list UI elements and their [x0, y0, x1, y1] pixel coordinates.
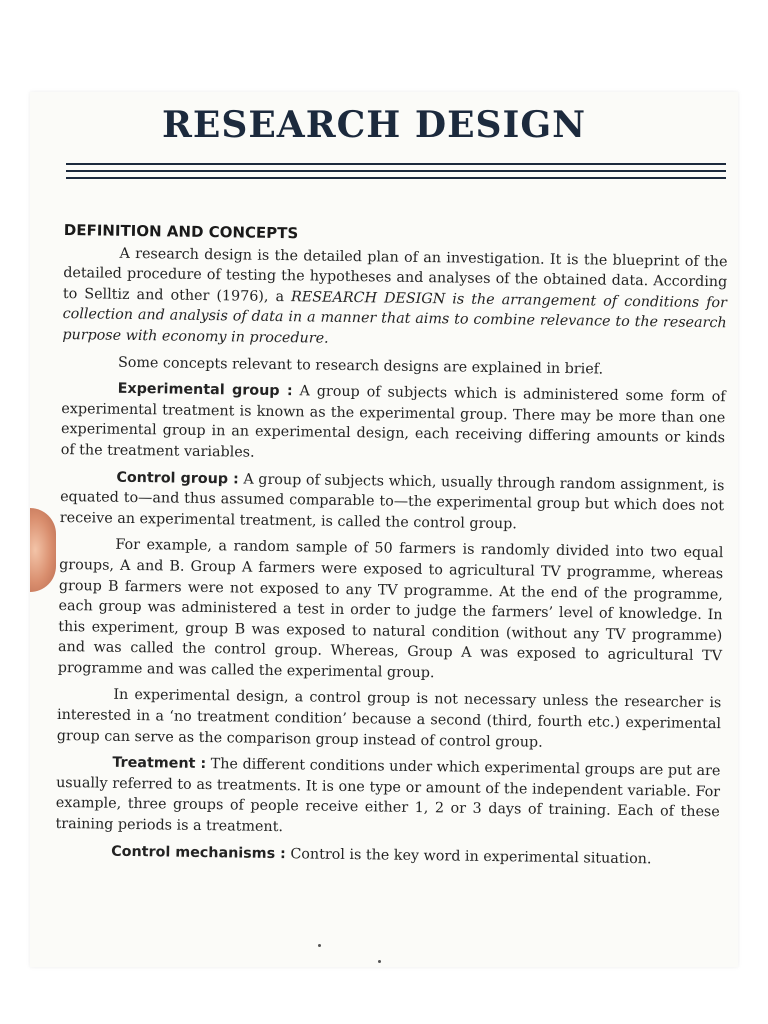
experimental-group-paragraph	[61, 378, 726, 470]
treatment-paragraph	[55, 752, 720, 844]
definition-quote: RESEARCH DESIGN is the arrangement of conditions for collection and analysis of data in a manner that aims to combine relevance to the research purpose with economy in procedure.	[62, 288, 728, 347]
definition-lead: A research design is the detailed plan of an investigation. It is the blueprint of the detailed procedure of testing the hypotheses and analyses of the obtained data. According to Selltiz and other (1976), a	[62, 245, 728, 305]
experimental-group-term: Experimental group :	[117, 380, 293, 400]
page-content	[55, 220, 728, 876]
control-group-text: A group of subjects which, usually through random assignment, is equated to—and thus assumed comparable to—the experimental group but which does not receive an experimental treatment, is called the control group.	[59, 470, 725, 533]
definition-paragraph	[62, 243, 727, 355]
control-group-note-paragraph: In experimental design, a control group is not necessary unless the researcher is interested in a ‘no treatment condition’ because a second (third, fourth etc.) experimental group can serve as the comparison group instead of control group.	[56, 687, 722, 751]
title-rule-top	[66, 163, 726, 165]
page-title: RESEARCH DESIGN	[162, 104, 586, 146]
print-speck	[378, 960, 381, 963]
title-rule-bottom	[66, 177, 726, 179]
control-mechanisms-text: Control is the key word in experimental situation.	[285, 845, 652, 867]
experimental-group-text: A group of subjects which is administered some form of experimental treatment is known as the experimental group. There may be more than one experimental group in an experimental design, each receiving differing amounts or kinds of the treatment variables.	[60, 383, 726, 461]
section-heading: DEFINITION AND CONCEPTS	[63, 220, 299, 243]
treatment-term: Treatment :	[112, 754, 207, 773]
control-group-paragraph	[60, 467, 725, 538]
title-rule-middle	[66, 170, 726, 172]
treatment-text: The different conditions under which experimental groups are put are usually referred to as treatments. It is one type or amount of the independent variable. For example, three groups of people receive either 1, 2 or 3 days of training. Each of these training periods is a treatment.	[55, 756, 721, 836]
control-mechanisms-term: Control mechanisms :	[111, 843, 286, 862]
control-mechanisms-paragraph	[55, 841, 719, 871]
example-paragraph: For example, a random sample of 50 farmers is randomly divided into two equal groups, A and B. Group A farmers were exposed to agricultural TV programme, whereas group B farmers were not exposed to any TV programme. At the end of the programme, each group was administered a test in order to judge the farmers’ level of knowledge. In this experiment, group B was exposed to natural condition (without any TV programme) and was called the control group. Whereas, Group A was exposed to agricultural TV programme and was called the experimental group.	[57, 537, 724, 682]
print-speck	[318, 944, 321, 947]
thumb	[30, 508, 56, 592]
control-group-term: Control group :	[116, 469, 239, 487]
concepts-intro: Some concepts relevant to research designs are explained in brief.	[117, 354, 604, 378]
